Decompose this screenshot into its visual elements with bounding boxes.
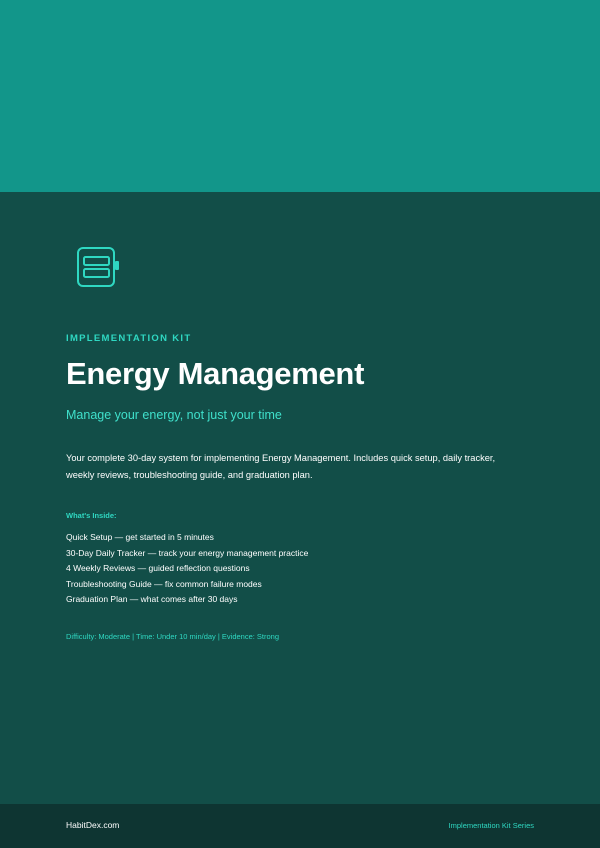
whats-inside-list — [66, 530, 308, 608]
footer-brand: HabitDex.com — [66, 820, 120, 830]
page-subtitle: Manage your energy, not just your time — [66, 408, 282, 422]
page-title: Energy Management — [66, 356, 365, 391]
top-color-band — [0, 0, 600, 192]
list-item: 4 Weekly Reviews — guided reflection questions — [66, 563, 250, 573]
list-item: Graduation Plan — what comes after 30 days — [66, 594, 238, 604]
whats-inside-heading: What's Inside: — [66, 511, 117, 520]
kit-kicker-label: IMPLEMENTATION KIT — [66, 333, 192, 344]
list-item: 30-Day Daily Tracker — track your energy management practice — [66, 547, 309, 558]
battery-icon — [76, 246, 122, 288]
kit-meta-info: Difficulty: Moderate | Time: Under 10 min/day | Evidence: Strong — [66, 632, 280, 641]
list-item: Quick Setup — get started in 5 minutes — [66, 532, 214, 542]
footer — [0, 804, 600, 848]
footer-series-label: Implementation Kit Series — [448, 821, 534, 830]
list-item: Troubleshooting Guide — fix common failure modes — [66, 578, 262, 589]
kit-description: Your complete 30-day system for implementing Energy Management. Includes quick setup, daily tracker, weekly reviews, troubleshooting guide, and graduation plan. — [66, 453, 496, 480]
